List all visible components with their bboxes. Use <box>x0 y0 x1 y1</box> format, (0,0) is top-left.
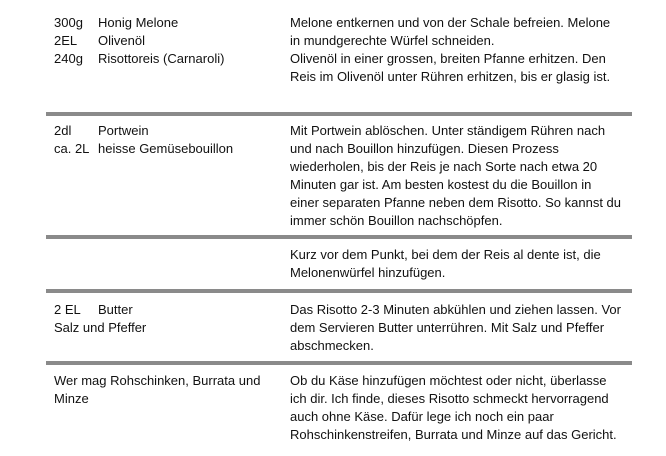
instruction-line: Minuten gar ist. Am besten kostest du die Bouillon in <box>290 177 592 192</box>
instruction-text <box>290 372 632 444</box>
instruction-line: in mundgerechte Würfel schneiden. <box>290 33 495 48</box>
instruction-line: Das Risotto 2-3 Minuten abkühlen und ziehen lassen. Vor <box>290 302 621 317</box>
ingredient-quantity: 2 EL <box>54 302 81 317</box>
instruction-line: auch ohne Käse. Dafür lege ich noch ein paar <box>290 409 554 424</box>
instruction-line: Reis im Olivenöl unter Rühren erhitzen, bis er glasig ist. <box>290 69 611 84</box>
ingredient-row: Wer mag Rohschinken, Burrata und <box>54 373 261 388</box>
instruction-text <box>290 14 632 86</box>
instruction-line: Olivenöl in einer grossen, breiten Pfanne erhitzen. Den <box>290 51 606 66</box>
ingredient-name: Olivenöl <box>98 33 145 48</box>
ingredient-row <box>54 140 286 158</box>
instruction-line: einer separaten Pfanne neben dem Risotto. So kannst du <box>290 195 621 210</box>
ingredient-list <box>54 122 286 158</box>
instruction-text <box>290 122 632 230</box>
section-divider <box>46 289 632 293</box>
instruction-line: immer schön Bouillon nachschöpfen. <box>290 213 503 228</box>
ingredient-list <box>54 301 286 337</box>
ingredient-row <box>54 122 286 140</box>
section-divider <box>46 361 632 365</box>
ingredient-quantity: 240g <box>54 51 83 66</box>
instruction-line: Melone entkernen und von der Schale befreien. Melone <box>290 15 611 30</box>
ingredient-quantity: ca. 2L <box>54 141 90 156</box>
ingredient-row: Minze <box>54 391 89 406</box>
instruction-line: und nach Bouillon hinzufügen. Diesen Prozess <box>290 141 559 156</box>
instruction-line: Melonenwürfel hinzufügen. <box>290 265 446 280</box>
instruction-line: Ob du Käse hinzufügen möchtest oder nicht, überlasse <box>290 373 607 388</box>
ingredient-row <box>54 301 286 319</box>
ingredient-name: Butter <box>98 302 133 317</box>
instruction-line: Mit Portwein ablöschen. Unter ständigem Rühren nach <box>290 123 606 138</box>
ingredient-quantity: 2dl <box>54 123 72 138</box>
ingredient-name: Honig Melone <box>98 15 179 30</box>
instruction-line: abschmecken. <box>290 338 374 353</box>
ingredient-row <box>54 32 286 50</box>
ingredient-quantity: 300g <box>54 15 83 30</box>
instruction-line: Kurz vor dem Punkt, bei dem der Reis al dente ist, die <box>290 247 601 262</box>
instruction-line: Rohschinkenstreifen, Burrata und Minze auf das Gericht. <box>290 427 617 442</box>
ingredient-name: heisse Gemüsebouillon <box>98 141 234 156</box>
ingredient-list <box>54 372 286 408</box>
ingredient-row <box>54 14 286 32</box>
instruction-line: ich dir. Ich finde, dieses Risotto schmeckt hervorragend <box>290 391 609 406</box>
instruction-line: dem Servieren Butter unterrühren. Mit Salz und Pfeffer <box>290 320 605 335</box>
instruction-line: wiederholen, bis der Reis je nach Sorte nach etwa 20 <box>290 159 598 174</box>
instruction-text <box>290 246 632 282</box>
ingredient-row <box>54 50 286 68</box>
section-divider <box>46 235 632 239</box>
section-divider <box>46 112 632 116</box>
ingredient-quantity: 2EL <box>54 33 78 48</box>
ingredient-row: Salz und Pfeffer <box>54 320 147 335</box>
instruction-text <box>290 301 632 355</box>
ingredient-name: Risottoreis (Carnaroli) <box>98 51 225 66</box>
ingredient-list <box>54 14 286 68</box>
ingredient-name: Portwein <box>98 123 149 138</box>
